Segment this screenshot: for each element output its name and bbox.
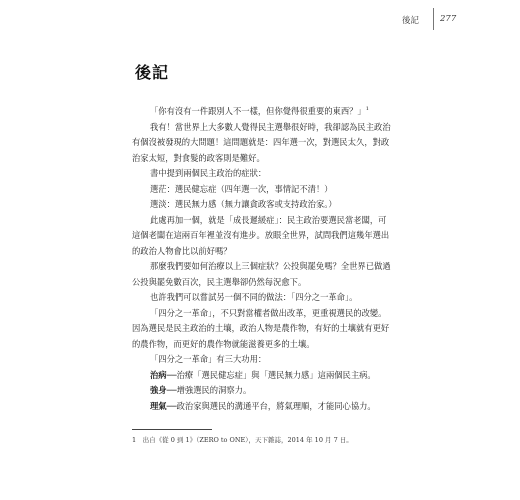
chapter-title: 後記 xyxy=(135,63,170,82)
function-item xyxy=(132,383,394,399)
function-text: ──政治家與選民的溝通平台，將氣理順，才能同心協力。 xyxy=(166,400,376,411)
paragraph: 「四分之一革命」有三大功用： xyxy=(150,354,267,364)
function-label: 治病 xyxy=(150,369,167,380)
paragraph-quote xyxy=(132,104,394,120)
paragraph: 也許我們可以嘗試另一個不同的做法：「四分之一革命」。 xyxy=(150,292,358,302)
function-item xyxy=(132,368,394,384)
function-text: ──治療「選民健忘症」與「選民無力感」這兩個民主病。 xyxy=(166,369,376,380)
paragraph: 此處再加一個，就是「成長遲緩症」：民主政治要選民當老闆，可這個老闆在這兩百年裡並沒有進步。放眼全世界，試問我們這幾年選出的政治人物會比以前好嗎？ xyxy=(132,214,390,256)
quote-text: 「你有沒有一件跟別人不一樣，但你覺得很重要的東西？」 xyxy=(150,106,366,116)
footnote-marker: 1 xyxy=(365,106,369,113)
paragraph: 我有！當世界上大多數人覺得民主選舉很好時，我卻認為民主政治有個沒被發現的大問題！這問題就是：四年選一次，對選民太久，對政治家太短，對食髮的政客則是難好。 xyxy=(132,121,391,163)
running-header-section: 後記 xyxy=(402,16,420,26)
body-text xyxy=(132,104,394,414)
footnote-divider xyxy=(132,429,212,430)
paragraph: 那麼我們要如何治療以上三個症狀？公投與罷免嗎？全世界已做過公投與罷免數百次，民主選舉卻仍然每況愈下。 xyxy=(132,261,391,287)
function-label: 強身 xyxy=(150,385,167,395)
paragraph: 書中提到兩個民主政治的症狀： xyxy=(150,168,267,178)
function-text: ──增強選民的洞察力。 xyxy=(166,385,252,395)
paragraph: 「四分之一革命」，不只對當權者做出改革，更重視選民的改變。因為選民是民主政治的土壤，政治人物是農作物，有好的土壤就有更好的農作物，而更好的農作物就能滋養更多的土壤。 xyxy=(132,307,390,349)
function-item xyxy=(132,399,394,415)
page-number: 277 xyxy=(440,14,457,24)
header-divider xyxy=(433,8,434,30)
paragraph: 選淡：選民無力感（無力讓貪政客或支持政治家。） xyxy=(150,199,337,209)
function-label: 理氣 xyxy=(150,400,167,411)
paragraph: 選茫：選民健忘症（四年選一次，事情記不清！） xyxy=(150,183,333,194)
footnote: 1 出自《從 0 到 1》（ZERO to ONE），天下雜誌，2014 年 10 月 7 日。 xyxy=(132,436,353,444)
